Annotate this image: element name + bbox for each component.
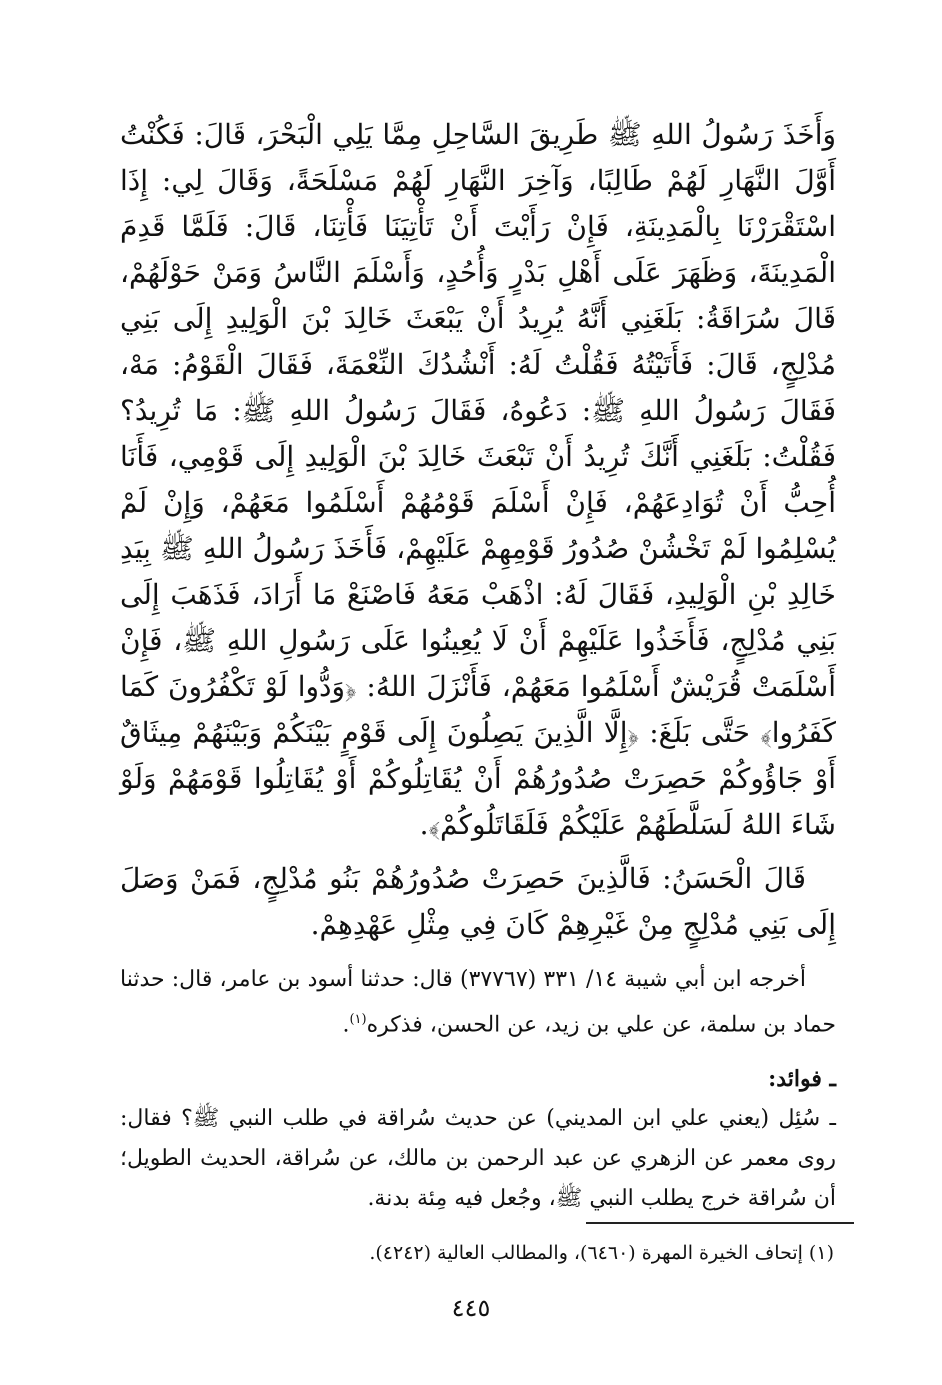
- footnote-divider: [586, 1222, 854, 1224]
- footnote-marker: (١): [349, 1012, 367, 1027]
- takhrij-text: أخرجه ابن أبي شيبة ١٤/ ٣٣١ (٣٧٧٦٧) قال: حدثنا أسود بن عامر، قال: حدثنا حماد بن سلمة، عن علي بن زيد، عن الحسن، فذكره: [120, 967, 836, 1038]
- fawaid-paragraph: ـ سُئِل (يعني علي ابن المديني) عن حديث سُراقة في طلب النبي ﷺ؟ فقال: روى معمر عن الزهري عن عبد الرحمن بن مالك، عن سُراقة، الحديث الطويل؛ أن سُراقة خرج يطلب النبي ﷺ، وجُعل فيه مِئة بدنة.: [120, 1106, 836, 1212]
- page-number: ٤٤٥: [451, 1294, 491, 1322]
- takhrij-paragraph: [120, 960, 836, 1045]
- hadith-paragraph: وَأَخَذَ رَسُولُ اللهِ ﷺ طَرِيقَ السَّاحِلِ مِمَّا يَلِي الْبَحْرَ، قَالَ: فَكُنْتُ أَوَّلَ النَّهَارِ لَهُمْ طَالِبًا، وَآخِرَ النَّهَارِ لَهُمْ مَسْلَحَةً، وَقَالَ لِي: إِذَا اسْتَقْرَرْنَا بِالْمَدِينَةِ، فَإِنْ رَأَيْتَ أَنْ تَأْتِيَنَا فَأْتِنَا، قَالَ: فَلَمَّا قَدِمَ الْمَدِينَةَ، وَظَهَرَ عَلَى أَهْلِ بَدْرٍ وَأُحُدٍ، وَأَسْلَمَ النَّاسُ وَمَنْ حَوْلَهُمْ، قَالَ سُرَاقَةُ: بَلَغَنِي أَنَّهُ يُرِيدُ أَنْ يَبْعَثَ خَالِدَ بْنَ الْوَلِيدِ إِلَى بَنِي مُدْلِجٍ، قَالَ: فَأَتَيْتُهُ فَقُلْتُ لَهُ: أَنْشُدُكَ النِّعْمَةَ، فَقَالَ الْقَوْمُ: مَهْ، فَقَالَ رَسُولُ اللهِ ﷺ: دَعُوهُ، فَقَالَ رَسُولُ اللهِ ﷺ: مَا تُرِيدُ؟ فَقُلْتُ: بَلَغَنِي أَنَّكَ تُرِيدُ أَنْ تَبْعَثَ خَالِدَ بْنَ الْوَلِيدِ إِلَى قَوْمِي، فَأَنَا أُحِبُّ أَنْ تُوَادِعَهُمْ، فَإِنْ أَسْلَمَ قَوْمُهُمْ أَسْلَمُوا مَعَهُمْ، وَإِنْ لَمْ يُسْلِمُوا لَمْ تَخْشُنْ صُدُورُ قَوْمِهِمْ عَلَيْهِمْ، فَأَخَذَ رَسُولُ اللهِ ﷺ بِيَدِ خَالِدِ بْنِ الْوَلِيدِ، فَقَالَ لَهُ: اذْهَبْ مَعَهُ فَاصْنَعْ مَا أَرَادَ، فَذَهَبَ إِلَى بَنِي مُدْلِجٍ، فَأَخَذُوا عَلَيْهِمْ أَنْ لَا يُعِينُوا عَلَى رَسُولِ اللهِ ﷺ، فَإِنْ أَسْلَمَتْ قُرَيْشٌ أَسْلَمُوا مَعَهُمْ، فَأَنْزَلَ اللهُ: ﴿وَدُّوا لَوْ تَكْفُرُونَ كَمَا كَفَرُوا﴾ حَتَّى بَلَغَ: ﴿إِلَّا الَّذِينَ يَصِلُونَ إِلَى قَوْمٍ بَيْنَكُمْ وَبَيْنَهُمْ مِيثَاقٌ أَوْ جَاؤُوكُمْ حَصِرَتْ صُدُورُهُمْ أَنْ يُقَاتِلُوكُمْ أَوْ يُقَاتِلُوا قَوْمَهُمْ وَلَوْ شَاءَ اللهُ لَسَلَّطَهُمْ عَلَيْكُمْ فَلَقَاتَلُوكُمْ﴾.: [120, 118, 836, 841]
- page-content: [120, 112, 836, 1219]
- fawaid-heading: ـ فوائد:: [768, 1066, 836, 1093]
- footnote-text: (١) إتحاف الخيرة المهرة (٦٤٦٠)، والمطالب العالية (٤٢٤٢).: [369, 1242, 834, 1264]
- hasan-paragraph: قَالَ الْحَسَنُ: فَالَّذِينَ حَصِرَتْ صُدُورُهُمْ بَنُو مُدْلِجٍ، فَمَنْ وَصَلَ إِلَى بَنِي مُدْلِجٍ مِنْ غَيْرِهِمْ كَانَ فِي مِثْلِ عَهْدِهِمْ.: [120, 862, 836, 941]
- takhrij-end: .: [342, 1012, 350, 1038]
